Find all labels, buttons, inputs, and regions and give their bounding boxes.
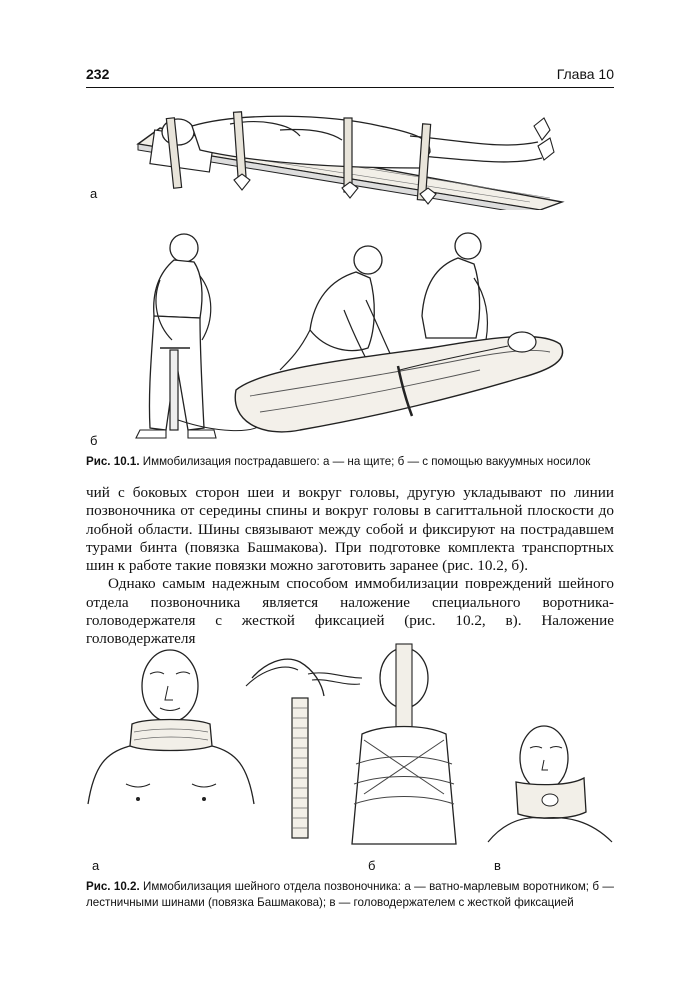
figure-10-1-label-a: а [90,186,98,201]
figure-10-2-label-a: а [92,858,100,873]
page-number: 232 [86,66,110,82]
figure-10-2-label-c: в [494,858,501,873]
running-header [86,66,614,90]
paragraph-1: чий с боковых сторон шеи и вокруг головы, другую укладывают по линии позвоночника от середины спины и вокруг головы в сагиттальной плоскости до лобной области. Шины связывают между собой и фиксируют на пострадавшем турами бинта (повязка Башмакова). При подготовке комплекта транспортных шин к работе такие повязки можно заготовить заранее (рис. 10.2, б). [86,484,614,575]
figure-10-2-caption-label: Рис. 10.2. [86,880,140,893]
figure-10-2-caption-text: Иммобилизация шейного отдела позвоночника: а — ватно-марлевым воротником; б — лестничными шинами (повязка Башмакова); в — головодержателем с жесткой фиксацией [86,880,614,909]
figure-10-2c-illustration [486,716,616,846]
header-rule [86,87,614,88]
figure-10-1-label-b: б [90,433,98,448]
figure-10-1-caption [86,454,614,470]
body-text [86,484,614,649]
figure-10-2-caption [86,879,614,911]
figure-10-1a-illustration [130,106,570,210]
figure-10-2b-illustration [244,634,474,856]
chapter-title: Глава 10 [556,66,614,82]
figure-10-1-caption-text: Иммобилизация пострадавшего: а — на щите; б — с помощью вакуумных носилок [139,455,591,468]
figure-10-2-label-b: б [368,858,376,873]
figure-10-1b-illustration [130,220,570,448]
figure-10-2a-illustration [86,634,256,834]
paragraph-2: Однако самым надежным способом иммобилизации повреждений шейного отдела позвоночника является наложение специального воротника-головодержателя с жесткой фиксацией (рис. 10.2, в). Наложение головодержателя [86,575,614,648]
figure-10-1-caption-label: Рис. 10.1. [86,455,140,468]
